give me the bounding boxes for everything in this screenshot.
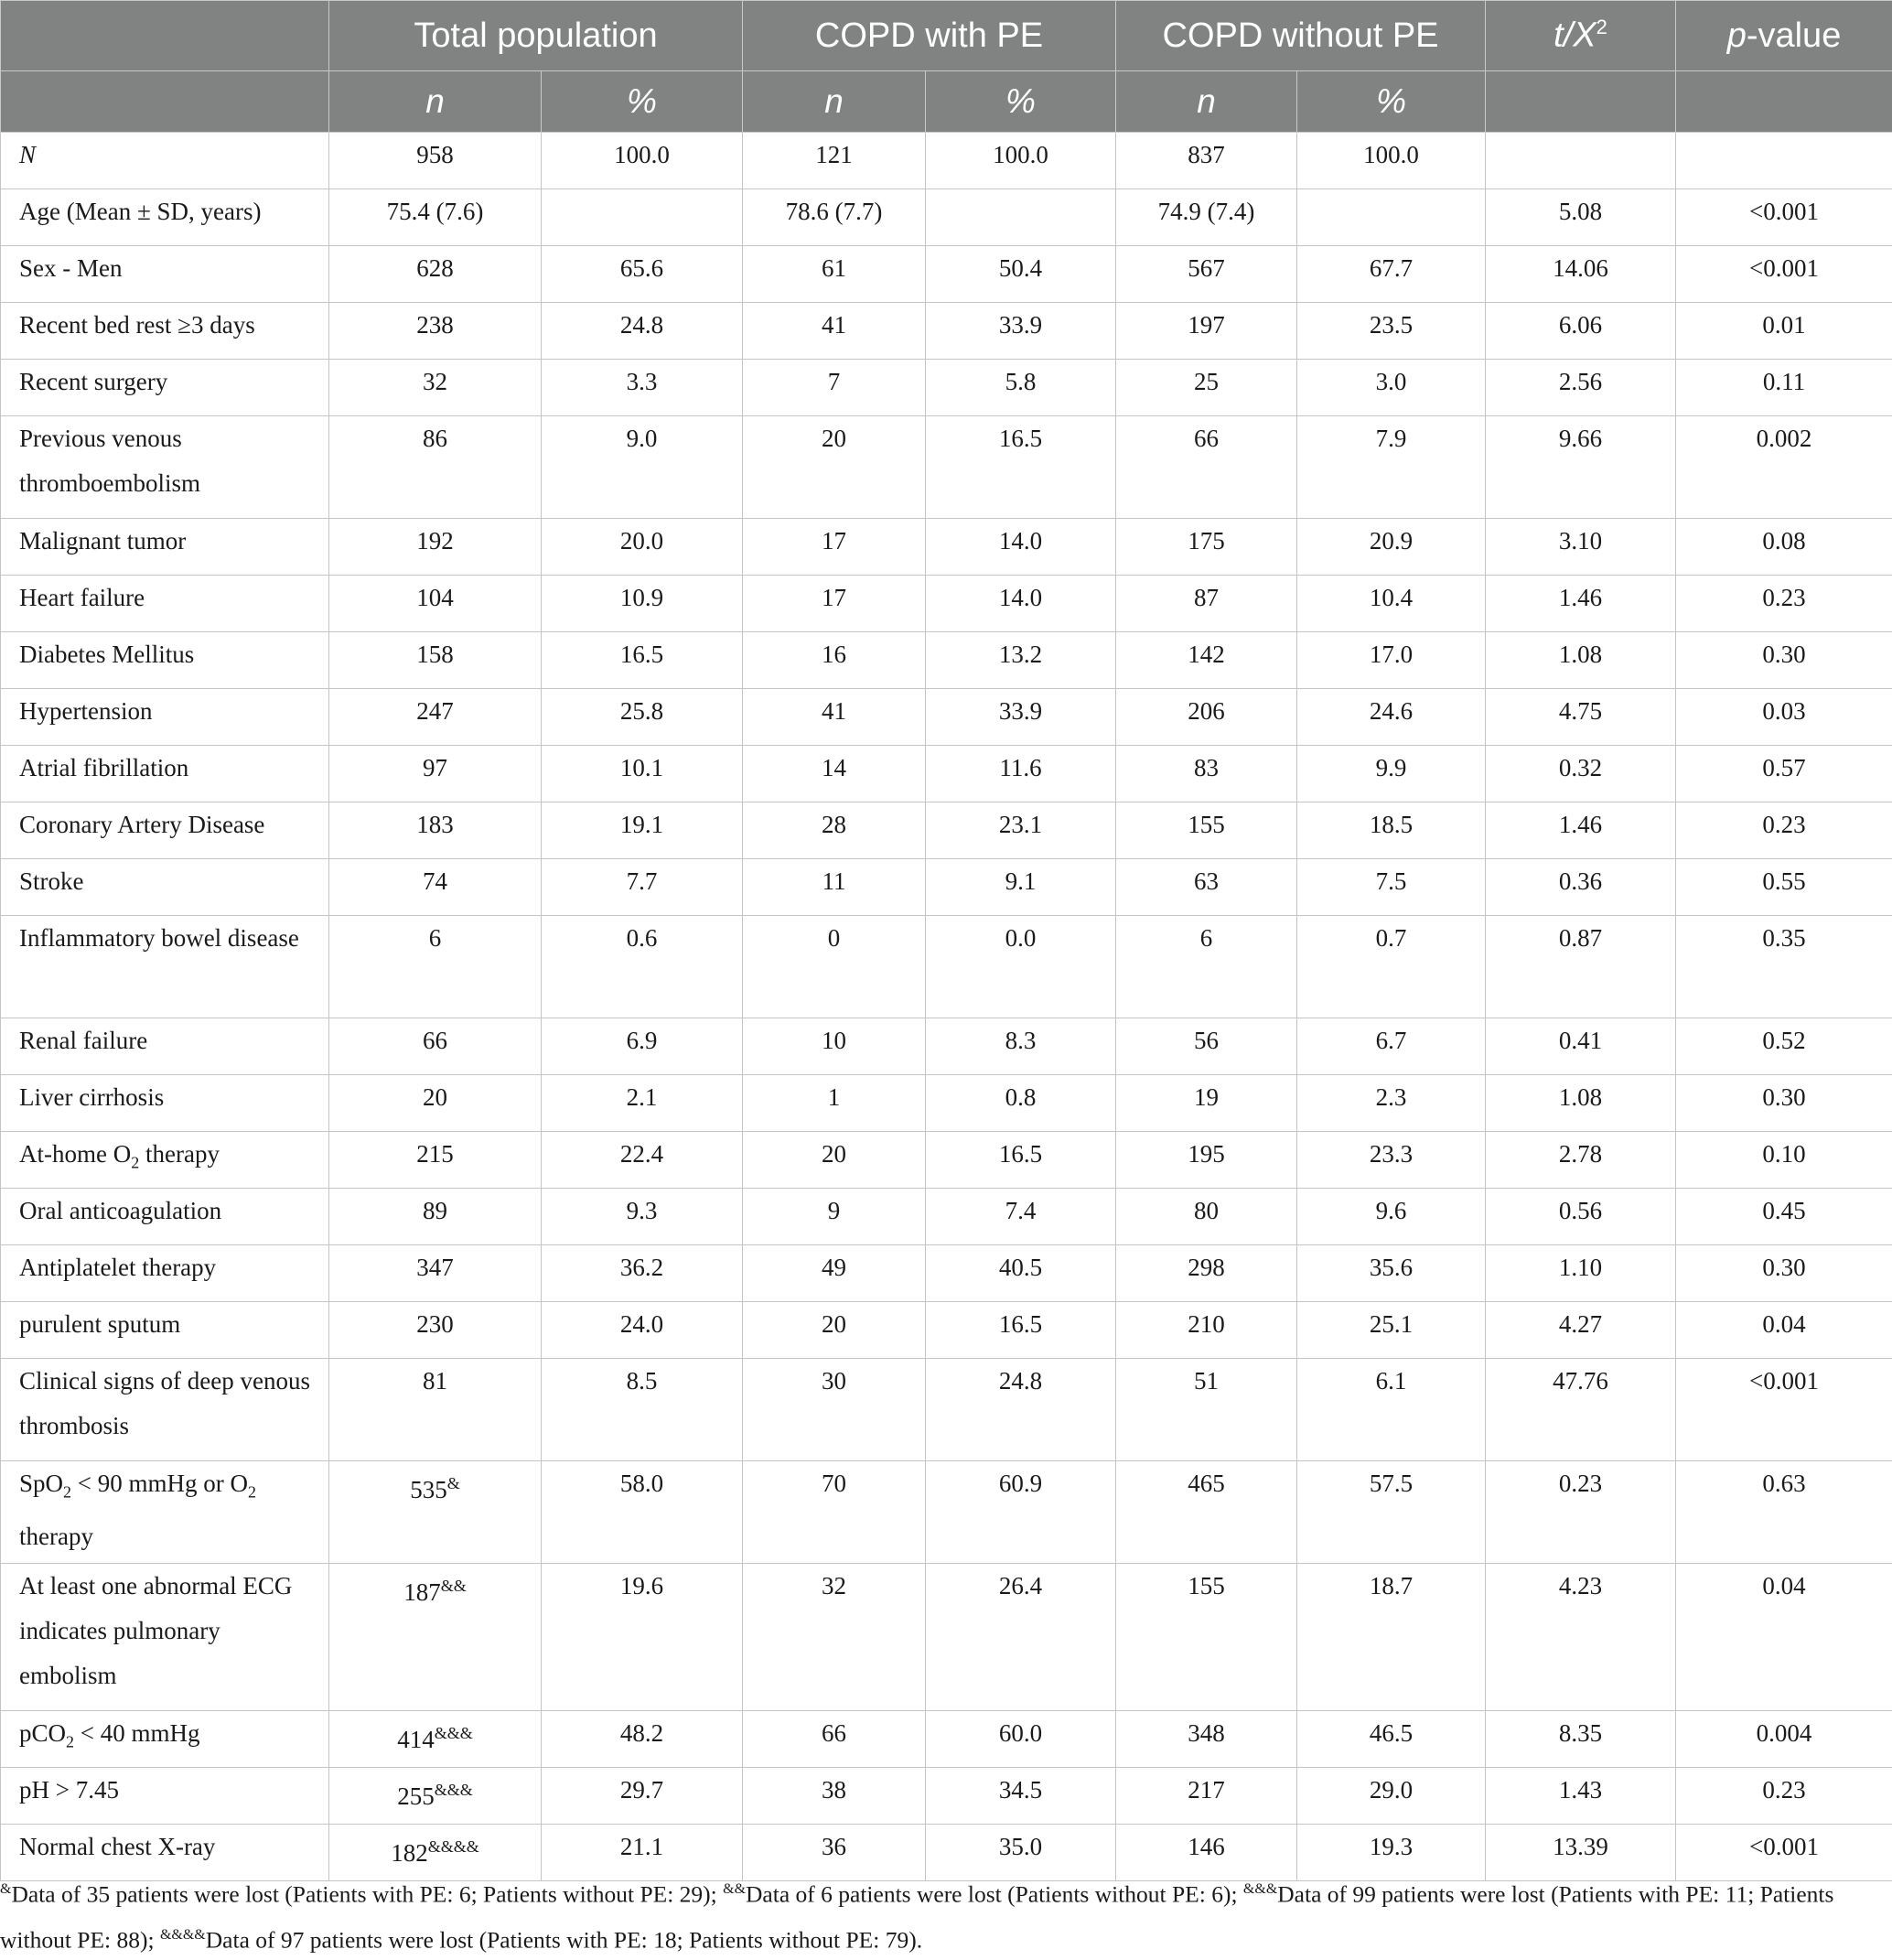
subheader-with-n: n [743, 71, 926, 133]
cell-statistic: 9.66 [1486, 416, 1676, 519]
cell-with-pe-pct: 50.4 [926, 246, 1116, 303]
cell-with-pe-pct: 0.0 [926, 916, 1116, 1018]
cell-with-pe-n: 20 [743, 1132, 926, 1189]
cell-with-pe-n: 78.6 (7.7) [743, 189, 926, 246]
header-copd-with-pe: COPD with PE [743, 1, 1116, 71]
cell-with-pe-n: 16 [743, 632, 926, 689]
cell-with-pe-pct: 5.8 [926, 360, 1116, 416]
table-row [1, 1564, 1892, 1711]
cell-p-value: 0.55 [1676, 859, 1892, 916]
cell-total-n: 89 [329, 1189, 542, 1245]
row-label: Liver cirrhosis [1, 1075, 329, 1132]
cell-statistic: 1.08 [1486, 1075, 1676, 1132]
cell-total-n: 86 [329, 416, 542, 519]
header-total-population: Total population [329, 1, 743, 71]
cell-with-pe-n: 41 [743, 303, 926, 360]
cell-statistic: 3.10 [1486, 519, 1676, 576]
cell-without-pe-pct: 67.7 [1297, 246, 1486, 303]
cell-total-n: 347 [329, 1245, 542, 1302]
cell-without-pe-n: 80 [1116, 1189, 1297, 1245]
cell-without-pe-n: 19 [1116, 1075, 1297, 1132]
cell-total-pct: 19.6 [542, 1564, 743, 1711]
row-label: pCO$_2$ < 40 mmHg [1, 1711, 329, 1768]
table-row [1, 1189, 1892, 1245]
table-row [1, 303, 1892, 360]
cell-total-n: 183 [329, 802, 542, 859]
cell-with-pe-n: 61 [743, 246, 926, 303]
table-row [1, 1768, 1892, 1825]
footnote-marker-4: &&&& [160, 1927, 206, 1943]
cell-total-n: 32 [329, 360, 542, 416]
header-statistic-sup: 2 [1596, 16, 1607, 38]
subheader-without-n: n [1116, 71, 1297, 133]
table-row [1, 746, 1892, 802]
table-row [1, 1245, 1892, 1302]
header-p-suffix: -value [1747, 16, 1842, 55]
cell-p-value: 0.35 [1676, 916, 1892, 1018]
cell-with-pe-n: 121 [743, 133, 926, 189]
cell-statistic: 0.41 [1486, 1018, 1676, 1075]
row-label: Inflammatory bowel disease [1, 916, 329, 1018]
cell-with-pe-pct: 26.4 [926, 1564, 1116, 1711]
cell-with-pe-n: 49 [743, 1245, 926, 1302]
cell-without-pe-n: 195 [1116, 1132, 1297, 1189]
table-row [1, 802, 1892, 859]
cell-total-pct: 25.8 [542, 689, 743, 746]
cell-total-pct: 58.0 [542, 1461, 743, 1564]
cell-without-pe-n: 6 [1116, 916, 1297, 1018]
cell-p-value: 0.57 [1676, 746, 1892, 802]
cell-without-pe-n: 465 [1116, 1461, 1297, 1564]
cell-statistic: 0.32 [1486, 746, 1676, 802]
subheader-total-pct: % [542, 71, 743, 133]
cell-without-pe-n: 142 [1116, 632, 1297, 689]
row-label: Diabetes Mellitus [1, 632, 329, 689]
cell-statistic: 6.06 [1486, 303, 1676, 360]
cell-total-pct: 100.0 [542, 133, 743, 189]
footnote-marker-3: &&& [1243, 1881, 1277, 1897]
cell-total-pct: 19.1 [542, 802, 743, 859]
cell-total-n: 247 [329, 689, 542, 746]
table-row [1, 519, 1892, 576]
cell-without-pe-pct: 9.9 [1297, 746, 1486, 802]
cell-with-pe-pct: 9.1 [926, 859, 1116, 916]
cell-without-pe-n: 155 [1116, 1564, 1297, 1711]
cell-with-pe-n: 66 [743, 1711, 926, 1768]
cell-statistic: 2.56 [1486, 360, 1676, 416]
cell-with-pe-n: 11 [743, 859, 926, 916]
cell-p-value: 0.11 [1676, 360, 1892, 416]
cell-with-pe-pct: 60.0 [926, 1711, 1116, 1768]
cell-with-pe-pct: 16.5 [926, 1302, 1116, 1359]
cell-without-pe-n: 66 [1116, 416, 1297, 519]
cell-with-pe-n: 0 [743, 916, 926, 1018]
cell-p-value: 0.30 [1676, 1075, 1892, 1132]
subheader-without-pct: % [1297, 71, 1486, 133]
table-row [1, 1075, 1892, 1132]
cell-p-value: 0.30 [1676, 1245, 1892, 1302]
table-body [1, 133, 1892, 1881]
cell-without-pe-pct: 23.3 [1297, 1132, 1486, 1189]
cell-with-pe-pct: 7.4 [926, 1189, 1116, 1245]
cell-total-n: 158 [329, 632, 542, 689]
header-copd-without-pe: COPD without PE [1116, 1, 1486, 71]
cell-without-pe-n: 56 [1116, 1018, 1297, 1075]
table-row [1, 632, 1892, 689]
cell-total-n: 104 [329, 576, 542, 632]
cell-with-pe-pct: 23.1 [926, 802, 1116, 859]
cell-statistic: 1.10 [1486, 1245, 1676, 1302]
cell-without-pe-n: 210 [1116, 1302, 1297, 1359]
cell-p-value: <0.001 [1676, 189, 1892, 246]
cell-total-n: 230 [329, 1302, 542, 1359]
footnote-2: Data of 6 patients were lost (Patients without PE: 6); [746, 1881, 1243, 1908]
row-label: Stroke [1, 859, 329, 916]
cell-p-value: 0.004 [1676, 1711, 1892, 1768]
row-label: Renal failure [1, 1018, 329, 1075]
cell-without-pe-pct: 25.1 [1297, 1302, 1486, 1359]
cell-without-pe-pct: 23.5 [1297, 303, 1486, 360]
cell-with-pe-pct [926, 189, 1116, 246]
cell-without-pe-pct: 6.7 [1297, 1018, 1486, 1075]
cell-with-pe-pct: 0.8 [926, 1075, 1116, 1132]
cell-without-pe-pct: 100.0 [1297, 133, 1486, 189]
table-row [1, 689, 1892, 746]
row-label: pH > 7.45 [1, 1768, 329, 1825]
cell-total-pct: 24.8 [542, 303, 743, 360]
cell-with-pe-n: 41 [743, 689, 926, 746]
cell-statistic: 8.35 [1486, 1711, 1676, 1768]
row-label: Recent surgery [1, 360, 329, 416]
cell-without-pe-n: 146 [1116, 1825, 1297, 1881]
row-label: purulent sputum [1, 1302, 329, 1359]
cell-without-pe-pct [1297, 189, 1486, 246]
cell-statistic: 5.08 [1486, 189, 1676, 246]
cell-with-pe-pct: 16.5 [926, 416, 1116, 519]
cell-total-pct: 6.9 [542, 1018, 743, 1075]
cell-p-value: 0.23 [1676, 802, 1892, 859]
subheader-with-pct: % [926, 71, 1116, 133]
cell-total-n: 182&&&& [329, 1825, 542, 1881]
cell-p-value: <0.001 [1676, 1825, 1892, 1881]
table-header [1, 1, 1892, 133]
table-row [1, 416, 1892, 519]
table-row [1, 1132, 1892, 1189]
cell-without-pe-n: 63 [1116, 859, 1297, 916]
cell-statistic: 4.23 [1486, 1564, 1676, 1711]
table-row [1, 1018, 1892, 1075]
header-statistic-text: t/X [1553, 16, 1596, 55]
cell-without-pe-pct: 19.3 [1297, 1825, 1486, 1881]
cell-without-pe-n: 155 [1116, 802, 1297, 859]
row-label: Malignant tumor [1, 519, 329, 576]
cell-total-pct: 29.7 [542, 1768, 743, 1825]
cell-total-n: 97 [329, 746, 542, 802]
cell-p-value: 0.45 [1676, 1189, 1892, 1245]
cell-without-pe-n: 217 [1116, 1768, 1297, 1825]
cell-total-n: 215 [329, 1132, 542, 1189]
cell-without-pe-pct: 7.5 [1297, 859, 1486, 916]
header-p-italic: p [1727, 16, 1747, 55]
cell-statistic: 4.75 [1486, 689, 1676, 746]
table-row [1, 1359, 1892, 1461]
row-label: SpO$_2$ < 90 mmHg or $O_2$ therapy [1, 1461, 329, 1564]
cell-with-pe-pct: 34.5 [926, 1768, 1116, 1825]
cell-total-pct: 36.2 [542, 1245, 743, 1302]
cell-p-value: 0.03 [1676, 689, 1892, 746]
cell-total-pct: 0.6 [542, 916, 743, 1018]
cell-total-n: 958 [329, 133, 542, 189]
cell-with-pe-pct: 13.2 [926, 632, 1116, 689]
cell-total-pct: 2.1 [542, 1075, 743, 1132]
cell-p-value: 0.04 [1676, 1302, 1892, 1359]
header-corner [1, 1, 329, 71]
table-row [1, 1302, 1892, 1359]
cell-total-n: 20 [329, 1075, 542, 1132]
cell-statistic: 0.36 [1486, 859, 1676, 916]
cell-statistic: 2.78 [1486, 1132, 1676, 1189]
cell-without-pe-n: 87 [1116, 576, 1297, 632]
cell-without-pe-n: 837 [1116, 133, 1297, 189]
cell-with-pe-pct: 60.9 [926, 1461, 1116, 1564]
table-row [1, 1461, 1892, 1564]
cell-p-value: 0.63 [1676, 1461, 1892, 1564]
cell-total-pct: 16.5 [542, 632, 743, 689]
cell-total-pct: 22.4 [542, 1132, 743, 1189]
table-row [1, 1711, 1892, 1768]
cell-without-pe-n: 83 [1116, 746, 1297, 802]
cell-without-pe-n: 25 [1116, 360, 1297, 416]
cell-statistic: 1.46 [1486, 802, 1676, 859]
table-row [1, 189, 1892, 246]
cell-statistic: 0.23 [1486, 1461, 1676, 1564]
cell-without-pe-pct: 46.5 [1297, 1711, 1486, 1768]
cell-total-pct: 10.9 [542, 576, 743, 632]
cell-with-pe-pct: 11.6 [926, 746, 1116, 802]
cell-statistic [1486, 133, 1676, 189]
row-label: Sex - Men [1, 246, 329, 303]
cell-p-value: 0.23 [1676, 1768, 1892, 1825]
cell-with-pe-n: 28 [743, 802, 926, 859]
cell-total-pct: 7.7 [542, 859, 743, 916]
cell-with-pe-pct: 14.0 [926, 576, 1116, 632]
row-label: Coronary Artery Disease [1, 802, 329, 859]
cell-total-n: 535& [329, 1461, 542, 1564]
cell-p-value: 0.30 [1676, 632, 1892, 689]
cell-without-pe-pct: 3.0 [1297, 360, 1486, 416]
cell-total-pct: 24.0 [542, 1302, 743, 1359]
cell-without-pe-pct: 29.0 [1297, 1768, 1486, 1825]
cell-with-pe-n: 20 [743, 1302, 926, 1359]
cell-total-n: 6 [329, 916, 542, 1018]
cell-with-pe-n: 14 [743, 746, 926, 802]
cell-with-pe-pct: 40.5 [926, 1245, 1116, 1302]
row-label: Previous venous thromboembolism [1, 416, 329, 519]
cell-without-pe-n: 348 [1116, 1711, 1297, 1768]
cell-without-pe-pct: 24.6 [1297, 689, 1486, 746]
cell-without-pe-n: 197 [1116, 303, 1297, 360]
cell-total-n: 414&&& [329, 1711, 542, 1768]
subheader-stat-empty [1486, 71, 1676, 133]
row-label: Recent bed rest ≥3 days [1, 303, 329, 360]
row-label: At-home $O_2$ therapy [1, 1132, 329, 1189]
cell-total-n: 81 [329, 1359, 542, 1461]
cell-total-pct: 48.2 [542, 1711, 743, 1768]
cell-without-pe-n: 74.9 (7.4) [1116, 189, 1297, 246]
subheader-total-n: n [329, 71, 542, 133]
cell-with-pe-n: 17 [743, 519, 926, 576]
cell-p-value: <0.001 [1676, 1359, 1892, 1461]
cell-statistic: 1.43 [1486, 1768, 1676, 1825]
cell-statistic: 1.08 [1486, 632, 1676, 689]
cell-p-value: 0.08 [1676, 519, 1892, 576]
row-label: N [1, 133, 329, 189]
subheader-p-empty [1676, 71, 1892, 133]
cell-with-pe-n: 17 [743, 576, 926, 632]
cell-total-pct: 20.0 [542, 519, 743, 576]
cell-p-value [1676, 133, 1892, 189]
cell-without-pe-n: 51 [1116, 1359, 1297, 1461]
cell-without-pe-pct: 7.9 [1297, 416, 1486, 519]
cell-total-n: 238 [329, 303, 542, 360]
header-statistic [1486, 1, 1676, 71]
cell-total-n: 192 [329, 519, 542, 576]
row-label: Oral anticoagulation [1, 1189, 329, 1245]
footnote-marker-2: && [723, 1881, 746, 1897]
table-row [1, 133, 1892, 189]
cell-without-pe-pct: 35.6 [1297, 1245, 1486, 1302]
cell-total-n: 255&&& [329, 1768, 542, 1825]
cell-statistic: 4.27 [1486, 1302, 1676, 1359]
cell-without-pe-pct: 2.3 [1297, 1075, 1486, 1132]
row-label: Clinical signs of deep venous thrombosis [1, 1359, 329, 1461]
cell-total-n: 75.4 (7.6) [329, 189, 542, 246]
cell-statistic: 47.76 [1486, 1359, 1676, 1461]
table-row [1, 576, 1892, 632]
cell-total-pct: 65.6 [542, 246, 743, 303]
cell-with-pe-pct: 100.0 [926, 133, 1116, 189]
cell-with-pe-n: 30 [743, 1359, 926, 1461]
row-label: Heart failure [1, 576, 329, 632]
cell-without-pe-pct: 57.5 [1297, 1461, 1486, 1564]
table-row [1, 916, 1892, 1018]
cell-statistic: 0.56 [1486, 1189, 1676, 1245]
cell-without-pe-pct: 0.7 [1297, 916, 1486, 1018]
table-row [1, 246, 1892, 303]
footnotes [0, 1869, 1885, 1960]
cell-total-pct: 10.1 [542, 746, 743, 802]
cell-with-pe-n: 9 [743, 1189, 926, 1245]
cell-without-pe-pct: 10.4 [1297, 576, 1486, 632]
row-label: Atrial fibrillation [1, 746, 329, 802]
cell-p-value: 0.10 [1676, 1132, 1892, 1189]
cell-p-value: 0.04 [1676, 1564, 1892, 1711]
cell-total-pct: 8.5 [542, 1359, 743, 1461]
row-label: Hypertension [1, 689, 329, 746]
cell-without-pe-n: 298 [1116, 1245, 1297, 1302]
cell-with-pe-pct: 8.3 [926, 1018, 1116, 1075]
cell-with-pe-pct: 35.0 [926, 1825, 1116, 1881]
cell-without-pe-pct: 18.7 [1297, 1564, 1486, 1711]
footnote-marker-1: & [0, 1881, 11, 1897]
cell-with-pe-n: 10 [743, 1018, 926, 1075]
cell-with-pe-pct: 24.8 [926, 1359, 1116, 1461]
cell-with-pe-n: 20 [743, 416, 926, 519]
cell-statistic: 1.46 [1486, 576, 1676, 632]
footnote-3: Data of 99 patients were lost (Patients with PE: 11; Patients without PE: 88); [0, 1881, 1833, 1954]
footnote-4: Data of 97 patients were lost (Patients with PE: 18; Patients without PE: 79). [206, 1926, 922, 1953]
cell-total-n: 187&& [329, 1564, 542, 1711]
cell-p-value: 0.002 [1676, 416, 1892, 519]
cell-p-value: 0.52 [1676, 1018, 1892, 1075]
cell-statistic: 13.39 [1486, 1825, 1676, 1881]
cell-without-pe-n: 567 [1116, 246, 1297, 303]
footnote-1: Data of 35 patients were lost (Patients with PE: 6; Patients without PE: 29); [11, 1881, 723, 1908]
cell-without-pe-n: 175 [1116, 519, 1297, 576]
cell-without-pe-n: 206 [1116, 689, 1297, 746]
cell-without-pe-pct: 17.0 [1297, 632, 1486, 689]
cell-p-value: 0.23 [1676, 576, 1892, 632]
cell-with-pe-pct: 33.9 [926, 689, 1116, 746]
cell-without-pe-pct: 9.6 [1297, 1189, 1486, 1245]
cell-without-pe-pct: 20.9 [1297, 519, 1486, 576]
row-label: Antiplatelet therapy [1, 1245, 329, 1302]
cell-with-pe-n: 1 [743, 1075, 926, 1132]
cell-with-pe-pct: 14.0 [926, 519, 1116, 576]
cell-total-pct: 9.0 [542, 416, 743, 519]
cell-p-value: 0.01 [1676, 303, 1892, 360]
cell-total-pct: 21.1 [542, 1825, 743, 1881]
cell-total-n: 66 [329, 1018, 542, 1075]
subheader-corner [1, 71, 329, 133]
cell-p-value: <0.001 [1676, 246, 1892, 303]
row-label: Age (Mean ± SD, years) [1, 189, 329, 246]
cell-with-pe-pct: 33.9 [926, 303, 1116, 360]
cell-total-pct: 3.3 [542, 360, 743, 416]
cell-with-pe-n: 70 [743, 1461, 926, 1564]
table-row [1, 360, 1892, 416]
cell-with-pe-n: 32 [743, 1564, 926, 1711]
cell-total-pct: 9.3 [542, 1189, 743, 1245]
cell-with-pe-pct: 16.5 [926, 1132, 1116, 1189]
cell-without-pe-pct: 6.1 [1297, 1359, 1486, 1461]
row-label: Normal chest X-ray [1, 1825, 329, 1881]
row-label: At least one abnormal ECG indicates pulmonary embolism [1, 1564, 329, 1711]
cell-with-pe-n: 38 [743, 1768, 926, 1825]
cell-total-n: 628 [329, 246, 542, 303]
cell-statistic: 0.87 [1486, 916, 1676, 1018]
cell-statistic: 14.06 [1486, 246, 1676, 303]
table-row [1, 859, 1892, 916]
cell-with-pe-n: 7 [743, 360, 926, 416]
cell-without-pe-pct: 18.5 [1297, 802, 1486, 859]
cell-total-n: 74 [329, 859, 542, 916]
cell-with-pe-n: 36 [743, 1825, 926, 1881]
cell-total-pct [542, 189, 743, 246]
header-p-value [1676, 1, 1892, 71]
